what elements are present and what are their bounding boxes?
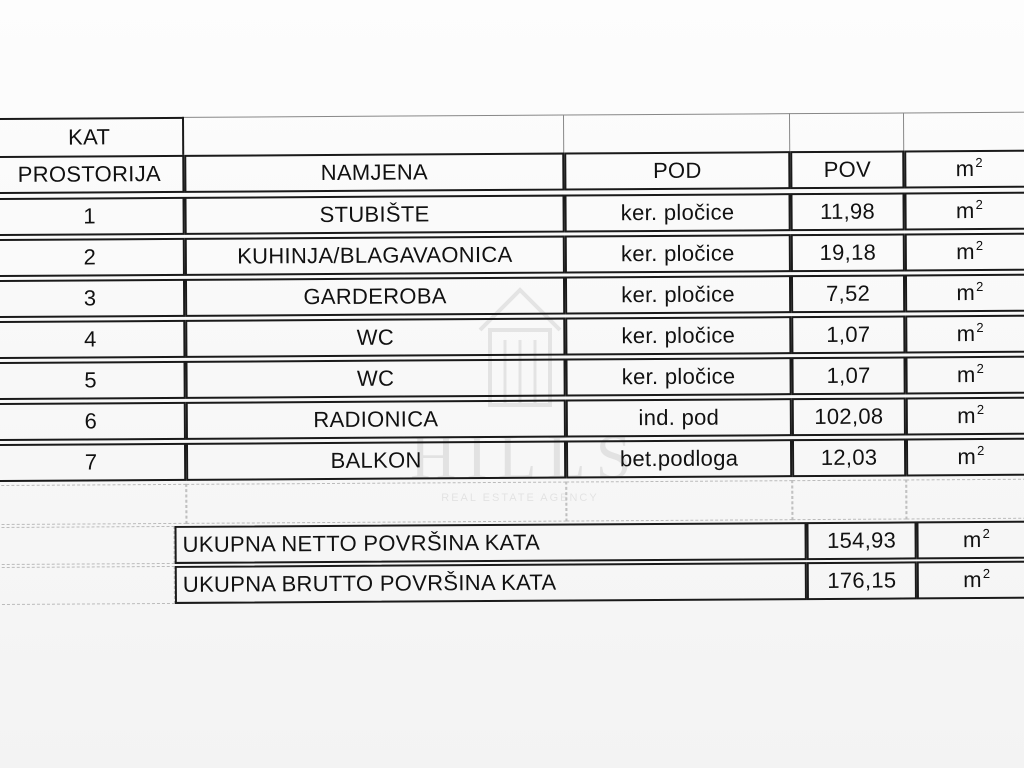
unit-text: m (956, 321, 976, 347)
header-pov: POV (790, 150, 904, 189)
netto-row (2, 521, 1024, 565)
empty-cell (566, 480, 792, 521)
unit-text: m (963, 567, 982, 593)
row-number: 3 (0, 279, 185, 318)
row-pod: ker. pločice (565, 316, 791, 355)
header-prostorija: PROSTORIJA (0, 155, 184, 194)
empty-cell (0, 526, 175, 565)
empty-cell (0, 484, 186, 525)
row-unit (906, 397, 1024, 436)
row-pod: ker. pločice (564, 193, 790, 232)
row-pov: 1,07 (791, 315, 905, 354)
row-unit (905, 274, 1024, 313)
table-row (2, 397, 1024, 441)
row-unit (905, 315, 1024, 354)
kat-label: KAT (0, 117, 184, 156)
unit-text: m (956, 280, 976, 306)
unit-text: m (962, 527, 982, 553)
row-pov: 1,07 (791, 356, 905, 395)
row-pov: 7,52 (791, 274, 905, 313)
unit-text: m (957, 403, 976, 429)
brutto-value: 176,15 (807, 561, 917, 600)
row-namjena: STUBIŠTE (184, 195, 564, 235)
brutto-label: UKUPNA BRUTTO POVRŠINA KATA (175, 562, 807, 604)
row-pod: ker. pločice (565, 357, 791, 396)
row-pov: 11,98 (790, 192, 904, 231)
row-number: 6 (0, 402, 186, 441)
unit-text: m (955, 156, 975, 182)
brutto-unit (917, 561, 1024, 600)
row-unit (906, 438, 1024, 477)
row-pov: 102,08 (792, 397, 906, 436)
netto-label: UKUPNA NETTO POVRŠINA KATA (174, 522, 806, 564)
header-unit (904, 150, 1024, 189)
unit-superscript: 2 (982, 525, 991, 541)
table-row (0, 192, 1024, 236)
unit-superscript: 2 (976, 319, 984, 335)
unit-superscript: 2 (975, 196, 984, 212)
table-row (1, 233, 1024, 277)
unit-superscript: 2 (975, 237, 984, 253)
watermark-tagline: REAL ESTATE AGENCY (441, 492, 599, 504)
header-pod: POD (564, 151, 790, 190)
empty-cell (792, 479, 906, 520)
empty-row (2, 479, 1024, 523)
brutto-row (3, 561, 1024, 605)
unit-superscript: 2 (976, 360, 985, 376)
row-pod: ind. pod (566, 398, 792, 437)
unit-superscript: 2 (976, 401, 985, 417)
header-namjena: NAMJENA (184, 153, 564, 193)
unit-superscript: 2 (977, 442, 985, 458)
kat-row (0, 112, 1024, 156)
row-unit (904, 192, 1024, 231)
row-pod: ker. pločice (565, 275, 791, 314)
row-number: 4 (0, 320, 185, 359)
table-row (1, 274, 1024, 318)
table-row (1, 356, 1024, 400)
unit-superscript: 2 (975, 154, 983, 170)
row-pov: 12,03 (792, 438, 906, 477)
netto-unit (916, 521, 1024, 560)
row-number: 2 (0, 238, 185, 277)
unit-text: m (956, 239, 975, 265)
row-pod: ker. pločice (565, 234, 791, 273)
unit-text: m (957, 444, 977, 470)
row-number: 5 (0, 361, 186, 400)
unit-superscript: 2 (982, 565, 991, 581)
header-row (0, 150, 1024, 194)
table-row (1, 315, 1024, 359)
row-namjena: WC (185, 318, 565, 358)
empty-cell (0, 566, 175, 605)
kat-empty-cell (904, 112, 1024, 151)
empty-cell (186, 482, 566, 524)
row-unit (905, 356, 1024, 395)
row-namjena: WC (185, 359, 565, 399)
row-namjena: BALKON (186, 441, 566, 481)
unit-superscript: 2 (976, 278, 984, 294)
row-number: 1 (0, 197, 185, 236)
row-unit (905, 233, 1024, 272)
kat-empty-cell (790, 112, 904, 151)
table-row (2, 438, 1024, 482)
kat-empty-cell (184, 115, 564, 155)
netto-value: 154,93 (806, 521, 916, 560)
unit-text: m (955, 198, 975, 224)
watermark-brand: HILLS (410, 421, 642, 492)
row-pod: bet.podloga (566, 439, 792, 478)
row-namjena: RADIONICA (186, 400, 566, 440)
row-namjena: GARDEROBA (185, 277, 565, 317)
row-pov: 19,18 (791, 233, 905, 272)
row-number: 7 (0, 443, 186, 482)
kat-empty-cell (564, 113, 790, 152)
empty-cell (906, 479, 1024, 520)
unit-text: m (956, 362, 976, 388)
row-namjena: KUHINJA/BLAGAVAONICA (185, 236, 565, 276)
